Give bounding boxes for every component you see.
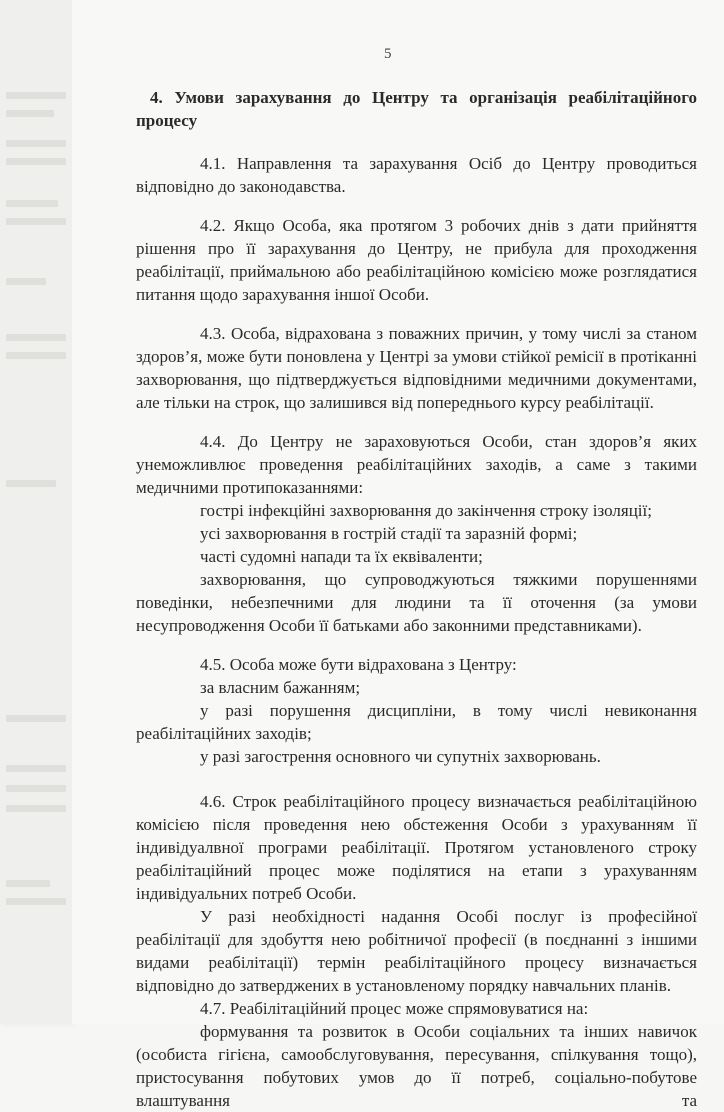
expulsion-reason-item: у разі порушення дисципліни, в тому числі невиконання реабілітаційних заходів;: [136, 701, 697, 743]
rehab-direction-item: формування та розвиток в Особи соціальних та інших навичок (особиста гігієна, самообслуговування, пересування, спілкування тощо), пристосування побутових умов до її потреб, соціально-побутове влаштування та: [136, 1022, 697, 1110]
paragraph-4-4: 4.4. До Центру не зараховуються Особи, стан здоров’я яких унеможливлює проведення реабілітаційних заходів, а саме з такими медичними протипоказаннями:: [136, 432, 697, 497]
paragraph-4-6-continued: У разі необхідності надання Особі послуг із професійної реабілітації для здобуття нею робітничої професії (в поєднанні з іншими видами реабілітації) термін реабілітаційного процесу визначається відповідно до затверджених в установленому порядку навчальних планів.: [136, 907, 697, 995]
document-page: [72, 0, 724, 1110]
contraindication-item: усі захворювання в гострій стадії та заразній формі;: [200, 524, 578, 543]
adjacent-page-edge: [0, 0, 73, 1024]
section-heading: 4. Умови зарахування до Центру та організація реабілітаційного процесу: [136, 88, 697, 130]
paragraph-4-2: 4.2. Якщо Особа, яка протягом 3 робочих днів з дати прийняття рішення про її зарахування до Центру, не прибула для проходження реабілітації, приймальною або реабілітаційною комісією може розглядатися питання щодо зарахування іншої Особи.: [136, 216, 697, 304]
expulsion-reason-item: за власним бажанням;: [200, 678, 361, 697]
paragraph-4-7: 4.7. Реабілітаційний процес може спрямовуватися на:: [200, 999, 589, 1018]
page-number: 5: [384, 46, 392, 62]
page-content: [136, 86, 697, 1112]
paragraph-4-1: 4.1. Направлення та зарахування Осіб до Центру проводиться відповідно до законодавства.: [136, 154, 697, 196]
paragraph-4-3: 4.3. Особа, відрахована з поважних причин, у тому числі за станом здоров’я, може бути поновлена у Центрі за умови стійкої ремісії в протіканні захворювання, що підтверджується відповідними медичними документами, але тільки на строк, що залишився від попереднього курсу реабілітації.: [136, 324, 697, 412]
paragraph-4-6: 4.6. Строк реабілітаційного процесу визначається реабілітаційною комісією після проведення нею обстеження Особи з урахуванням її індивідуалвної програми реабілітації. Протягом установленого строку реабілітаційний процес може поділятися на етапи з урахуванням індивідуальних потреб Особи.: [136, 792, 697, 903]
contraindication-item: часті судомні напади та їх еквіваленти;: [200, 547, 483, 566]
expulsion-reason-item: у разі загострення основного чи супутніх захворювань.: [200, 747, 601, 766]
contraindication-item: гострі інфекційні захворювання до закінчення строку ізоляції;: [200, 501, 652, 520]
paragraph-4-5: 4.5. Особа може бути відрахована з Центру:: [200, 655, 517, 674]
contraindication-item: захворювання, що супроводжуються тяжкими порушеннями поведінки, небезпечними для людини та її оточення (за умови несупроводження Особи її батьками або законними представниками).: [136, 570, 697, 635]
